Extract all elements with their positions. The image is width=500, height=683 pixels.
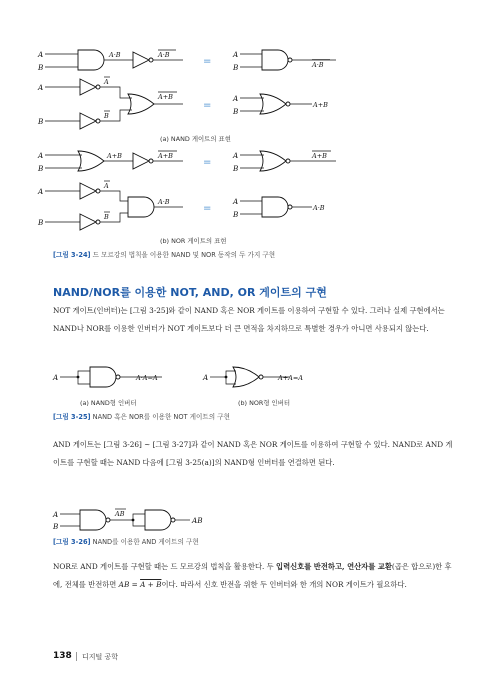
- svg-text:A·B: A·B: [158, 198, 170, 206]
- figure-3-26-caption: [53, 536, 199, 546]
- svg-text:A+B: A+B: [158, 93, 173, 101]
- svg-text:A: A: [38, 151, 44, 160]
- nor-inverter-output: A+A=A: [278, 374, 303, 382]
- svg-text:A+B: A+B: [313, 101, 328, 109]
- svg-text:A: A: [38, 187, 44, 196]
- svg-text:A: A: [104, 78, 109, 86]
- svg-text:B: B: [233, 107, 239, 116]
- svg-text:A·B: A·B: [313, 204, 325, 212]
- svg-text:A: A: [233, 94, 239, 103]
- svg-text:B: B: [233, 164, 239, 173]
- svg-text:A+B: A+B: [107, 152, 122, 160]
- svg-text:B: B: [233, 210, 239, 219]
- svg-text:A: A: [233, 197, 239, 206]
- svg-text:A: A: [53, 373, 59, 382]
- figure-3-24-tag: [그림 3-24]: [53, 251, 91, 259]
- equals-sign-3: =: [203, 157, 212, 168]
- figure-3-25-caption-text: NAND 혹은 NOR를 이용한 NOT 게이트의 구현: [90, 413, 230, 421]
- svg-text:B: B: [53, 522, 59, 531]
- svg-text:B: B: [38, 218, 44, 227]
- ab-bar-label: A·B: [158, 51, 170, 59]
- page-number: 138: [53, 651, 72, 661]
- figure-3-25-tag: [그림 3-25]: [53, 413, 91, 421]
- svg-text:B: B: [38, 117, 44, 126]
- nand-inverter-output: A·A=A: [136, 374, 158, 382]
- svg-text:A+B: A+B: [158, 152, 173, 160]
- svg-text:B: B: [104, 112, 109, 120]
- equals-sign-2: =: [203, 100, 212, 111]
- figure-3-24a-caption: (a) NAND 게이트의 표현: [160, 135, 231, 143]
- svg-text:A: A: [203, 373, 209, 382]
- svg-text:A: A: [38, 83, 44, 92]
- figure-3-26-tag: [그림 3-26]: [53, 538, 91, 546]
- input-b-label: B: [38, 63, 44, 72]
- equals-sign-1: =: [203, 56, 212, 67]
- figure-3-24b-caption: (b) NOR 게이트의 표현: [160, 237, 227, 245]
- svg-text:A: A: [233, 151, 239, 160]
- equals-sign-4: =: [203, 203, 212, 214]
- svg-text:A: A: [233, 50, 239, 59]
- equation-lhs: AB =: [118, 580, 141, 589]
- section-title: NAND/NOR를 이용한 NOT, AND, OR 게이트의 구현: [53, 286, 327, 299]
- paragraph-3-emphasis: 입력신호를 반전하고, 연산자를 교환: [276, 562, 392, 571]
- fig326-output-label: AB: [192, 516, 203, 525]
- svg-text:B: B: [104, 213, 109, 221]
- figure-3-25a-caption: (a) NAND형 인버터: [80, 399, 137, 407]
- svg-text:A·B: A·B: [312, 61, 324, 69]
- svg-text:A: A: [104, 182, 109, 190]
- equation-rhs: A + B: [140, 580, 162, 589]
- svg-text:A: A: [53, 510, 59, 519]
- svg-text:A+B: A+B: [312, 152, 327, 160]
- figure-3-26-caption-text: NAND를 이용한 AND 게이트의 구현: [90, 538, 199, 546]
- paragraph-3: NOR로 AND 게이트를 구현할 때는 드 모르강의 법칙을 활용한다. 두 입력신호를 반전하고, 연산자를 교환(곱은 합으로)한 후에, 전체를 반전하면 AB = A + B이다. 따라서 신호 반전을 위한 두 인버터와 한 개의 NOR 게이트가 필요하다.: [53, 562, 452, 589]
- figure-3-25b-caption: (b) NOR형 인버터: [238, 399, 291, 407]
- paragraph-1: NOT 게이트(인버터)는 [그림 3-25]와 같이 NAND 혹은 NOR 게이트를 이용하여 구현할 수 있다. 그러나 실제 구현에서는 NAND나 NOR를 이용한 인버터가 NOT 게이트보다 더 큰 면적을 차지하므로 특별한 경우가 아니면 사용되지 않는다.: [53, 306, 445, 333]
- paragraph-2: AND 게이트는 [그림 3-26] ~ [그림 3-27]과 같이 NAND 혹은 NOR 게이트를 이용하여 구현할 수 있다. NAND로 AND 게이트를 구현할 때는 NAND 다음에 [그림 3-25(a)]의 NAND형 인버터를 연결하면 된다.: [53, 440, 453, 467]
- figure-3-24-caption-text: 드 모르강의 법칙을 이용한 NAND 및 NOR 동작의 두 가지 구현: [90, 251, 276, 259]
- svg-text:B: B: [233, 63, 239, 72]
- input-a-label: A: [38, 50, 44, 59]
- svg-text:B: B: [38, 164, 44, 173]
- footer-divider: [76, 652, 77, 661]
- ab-label: A·B: [109, 51, 121, 59]
- book-title: 디지털 공학: [82, 653, 119, 661]
- fig326-mid-label: AB: [115, 510, 125, 518]
